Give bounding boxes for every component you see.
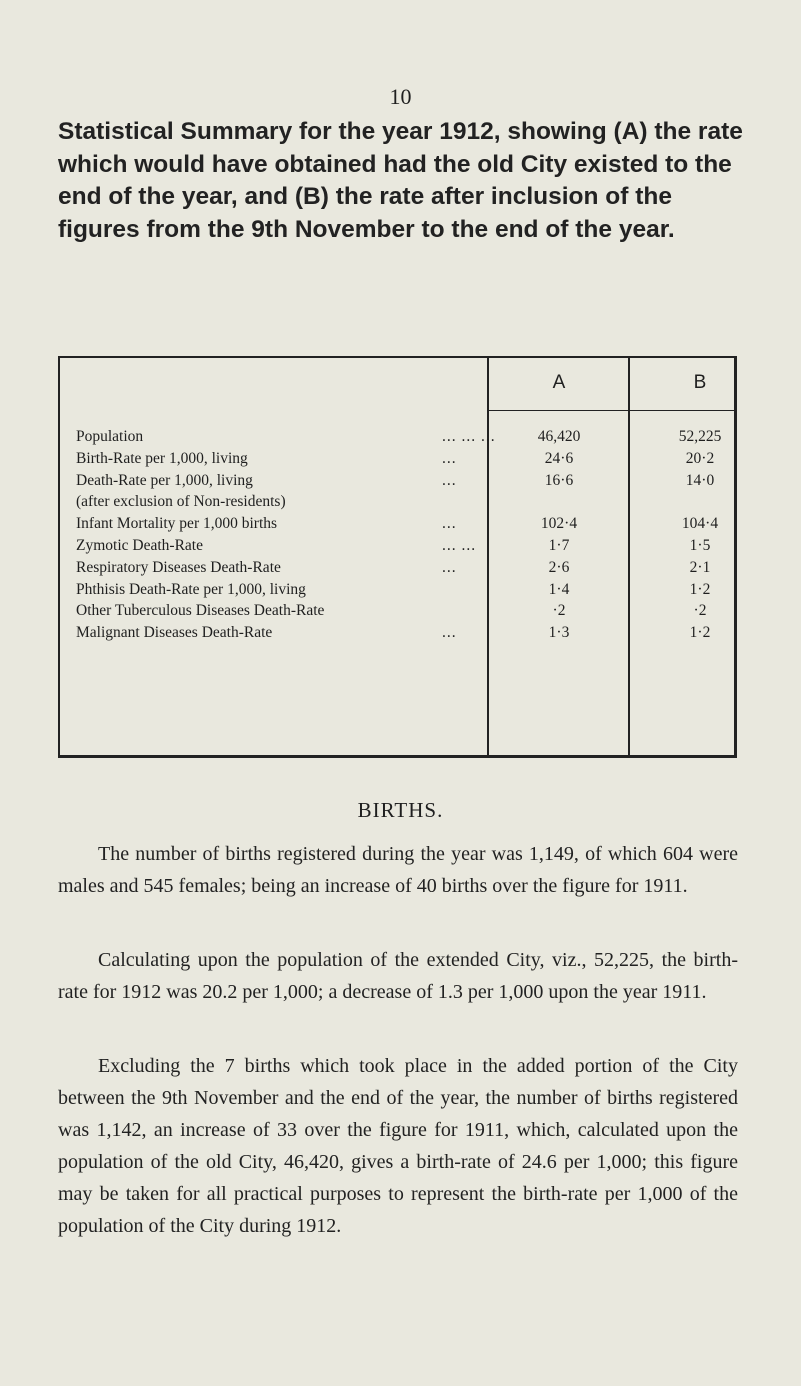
row-leader-dots: ...	[442, 624, 457, 642]
row-leader-dots: ...	[442, 515, 457, 533]
table-row	[60, 513, 736, 535]
births-paragraph: Calculating upon the population of the extended City, viz., 52,225, the birth-rate for 1912 was 20.2 per 1,000; a decrease of 1.3 per 1,000 upon the year 1911.	[58, 949, 738, 1003]
row-value-a: 1·4	[548, 580, 570, 598]
row-value-a: 46,420	[537, 428, 581, 445]
births-heading: BIRTHS.	[357, 798, 444, 822]
row-value-b: ·2	[693, 602, 707, 620]
row-label: Population	[76, 428, 144, 445]
row-label: Phthisis Death-Rate per 1,000, living	[76, 580, 306, 598]
header-rule	[489, 410, 737, 411]
page-number: 10	[389, 84, 412, 109]
row-value-a: 16·6	[544, 471, 574, 489]
row-label: Birth-Rate per 1,000, living	[76, 449, 248, 467]
row-leader-dots: ... ...	[442, 536, 477, 554]
table-row	[60, 557, 736, 579]
row-label: Respiratory Diseases Death-Rate	[76, 558, 281, 576]
row-value-a: 1·7	[548, 536, 570, 554]
column-header-b: B	[693, 372, 707, 393]
row-label: Infant Mortality per 1,000 births	[76, 515, 278, 533]
table-row	[60, 426, 736, 448]
row-value-b: 1·2	[689, 580, 711, 598]
row-value-b: 14·0	[685, 471, 715, 489]
row-value-a: 1·3	[548, 624, 570, 642]
column-header-a: A	[552, 372, 566, 393]
table-row	[60, 535, 736, 557]
row-value-a: 24·6	[544, 449, 574, 467]
table-row	[60, 579, 736, 601]
table-row-note	[60, 491, 736, 513]
statistical-summary-table	[58, 356, 737, 758]
row-label: Zymotic Death-Rate	[76, 536, 203, 554]
row-label: Malignant Diseases Death-Rate	[76, 624, 273, 642]
births-paragraph: The number of births registered during the year was 1,149, of which 604 were males and 545 females; being an increase of 40 births over the figure for 1911.	[58, 843, 738, 897]
row-value-b: 20·2	[685, 449, 715, 467]
table-row	[60, 448, 736, 470]
row-value-b: 1·5	[689, 536, 711, 554]
row-leader-dots: ...	[442, 558, 457, 576]
row-subnote: (after exclusion of Non-residents)	[76, 493, 286, 511]
row-value-b: 104·4	[681, 515, 719, 533]
row-value-b: 1·2	[689, 624, 711, 642]
row-value-b: 2·1	[689, 558, 711, 576]
table-body	[60, 426, 736, 644]
row-label: Death-Rate per 1,000, living	[76, 471, 253, 489]
table-row	[60, 622, 736, 644]
row-leader-dots: ...	[442, 449, 457, 467]
row-label: Other Tuberculous Diseases Death-Rate	[76, 602, 325, 620]
row-value-b: 52,225	[678, 428, 722, 445]
row-value-a: 2·6	[548, 558, 570, 576]
row-value-a: ·2	[552, 602, 566, 620]
row-value-a: 102·4	[540, 515, 578, 533]
births-paragraph: Excluding the 7 births which took place in the added portion of the City between the 9th November and the end of the year, the number of births registered was 1,142, an increase of 33 over the figure for 1911, which, calculated upon the population of the old City, 46,420, gives a birth-rate of 24.6 per 1,000; this figure may be taken for all practical purposes to represent the birth-rate per 1,000 of the population of the City during 1912.	[58, 1055, 738, 1237]
table-row	[60, 470, 736, 492]
summary-heading: Statistical Summary for the year 1912, showing (A) the rate which would have obtained had the old City existed to the end of the year, and (B) the rate after inclusion of the figures from the 9th November to the end of the year.	[58, 118, 743, 243]
row-leader-dots: ...	[442, 471, 457, 489]
table-row	[60, 600, 736, 622]
row-leader-dots: ... ... ...	[442, 428, 496, 445]
